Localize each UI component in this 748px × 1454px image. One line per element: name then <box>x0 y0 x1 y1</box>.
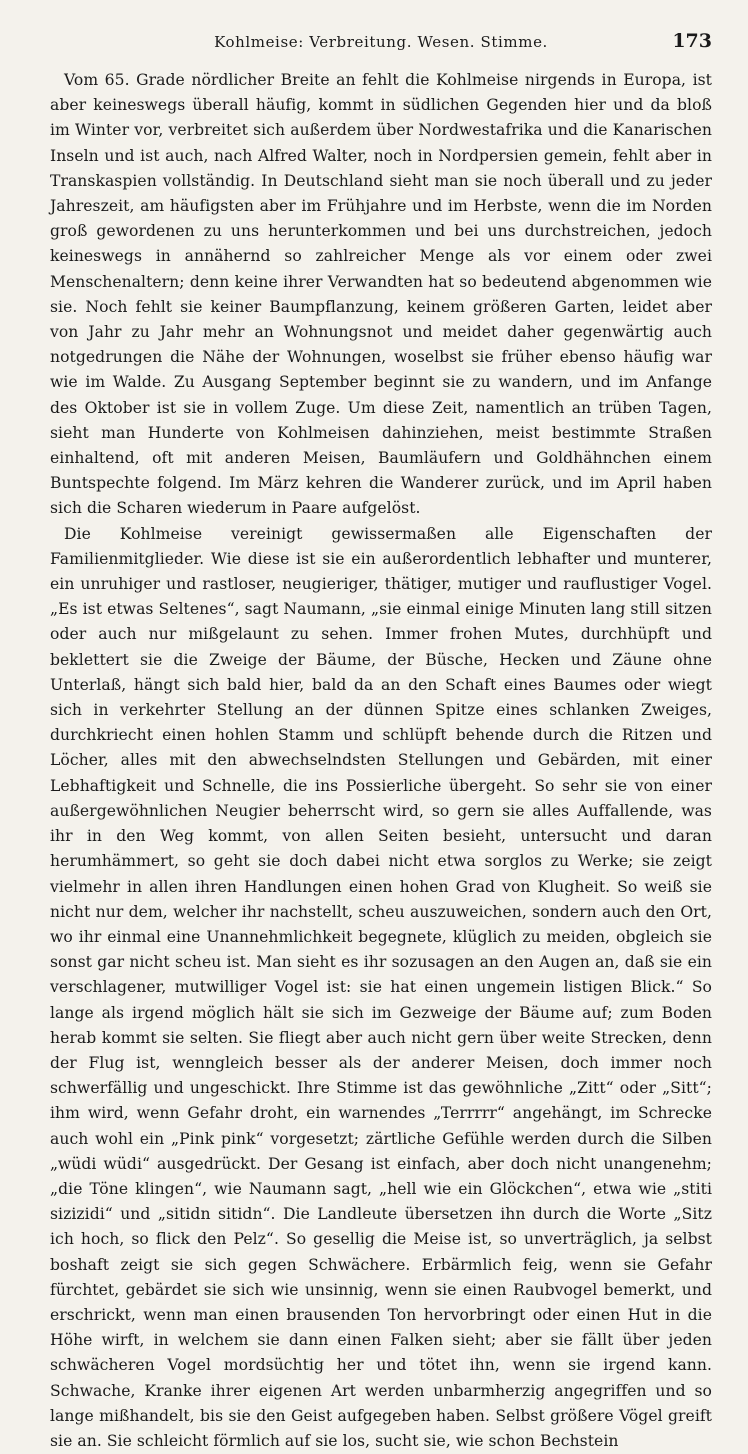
page-header <box>50 30 712 64</box>
page-body <box>50 68 712 1454</box>
paragraph-behavior: Die Kohlmeise vereinigt gewissermaßen alle Eigenschaften der Familienmitglieder. Wie diese ist sie ein außerordentlich lebhafter und munterer, ein unruhiger und rastloser, neugieriger, thätiger, mutiger und rauflustiger Vogel. „Es ist etwas Seltenes“, sagt Naumann, „sie einmal einige Minuten lang still sitzen oder auch nur mißgelaunt zu sehen. Immer frohen Mutes, durchhüpft und beklettert sie die Zweige der Bäume, der Büsche, Hecken und Zäune ohne Unterlaß, hängt sich bald hier, bald da an den Schaft eines Baumes oder wiegt sich in verkehrter Stellung an der dünnen Spitze eines schlanken Zweiges, durchkriecht einen hohlen Stamm und schlüpft behende durch die Ritzen und Löcher, alles mit den abwechselndsten Stellungen und Gebärden, mit einer Lebhaftigkeit und Schnelle, die ins Possierliche übergeht. So sehr sie von einer außergewöhnlichen Neugier beherrscht wird, so gern sie alles Auffallende, was ihr in den Weg kommt, von allen Seiten besieht, untersucht und daran herumhämmert, so geht sie doch dabei nicht etwa sorglos zu Werke; sie zeigt vielmehr in allen ihren Handlungen einen hohen Grad von Klugheit. So weiß sie nicht nur dem, welcher ihr nachstellt, scheu auszuweichen, sondern auch den Ort, wo ihr einmal eine Unannehmlichkeit begegnete, klüglich zu meiden, obgleich sie sonst gar nicht scheu ist. Man sieht es ihr sozusagen an den Augen an, daß sie ein verschlagener, mutwilliger Vogel ist: sie hat einen ungemein listigen Blick.“ So lange als irgend möglich hält sie sich im Gezweige der Bäume auf; zum Boden herab kommt sie selten. Sie fliegt aber auch nicht gern über weite Strecken, denn der Flug ist, wenngleich besser als der anderer Meisen, doch immer noch schwerfällig und ungeschickt. Ihre Stimme ist das gewöhnliche „Zitt“ oder „Sitt“; ihm wird, wenn Gefahr droht, ein warnendes „Terrrrr“ angehängt, im Schrecke auch wohl ein „Pink pink“ vorgesetzt; zärtliche Gefühle werden durch die Silben „wüdi wüdi“ ausgedrückt. Der Gesang ist einfach, aber doch nicht unangenehm; „die Töne klingen“, wie Naumann sagt, „hell wie ein Glöckchen“, etwa wie „stiti sizizidi“ und „sitidn sitidn“. Die Landleute übersetzen ihn durch die Worte „Sitz ich hoch, so flick den Pelz“. So gesellig die Meise ist, so unverträglich, ja selbst boshaft zeigt sie sich gegen Schwächere. Erbärmlich feig, wenn sie Gefahr fürchtet, gebärdet sie sich wie unsinnig, wenn sie einen Raubvogel bemerkt, und erschrickt, wenn man einen brausenden Ton hervorbringt oder einen Hut in die Höhe wirft, in welchem sie dann einen Falken sieht; aber sie fällt über jeden schwächeren Vogel mordsüchtig her und tötet ihn, wenn sie irgend kann. Schwache, Kranke ihrer eigenen Art werden unbarmherzig angegriffen und so lange mißhandelt, bis sie den Geist aufgegeben haben. Selbst größere Vögel greift sie an. Sie schleicht förmlich auf sie los, sucht sie, wie schon Bechstein <box>50 524 712 1450</box>
page-number: 173 <box>672 30 712 52</box>
paragraph-distribution: Vom 65. Grade nördlicher Breite an fehlt die Kohlmeise nirgends in Europa, ist aber keineswegs überall häufig, kommt in südlichen Gegenden hier und da bloß im Winter vor, verbreitet sich außerdem über Nordwestafrika und die Kanarischen Inseln und ist auch, nach Alfred Walter, noch in Nordpersien gemein, fehlt aber in Transkaspien vollständig. In Deutschland sieht man sie noch überall und zu jeder Jahreszeit, am häufigsten aber im Frühjahre und im Herbste, wenn die im Norden groß gewordenen zu uns herunterkommen und bei uns durchstreichen, jedoch keineswegs in annähernd so zahlreicher Menge als vor einem oder zwei Menschenaltern; denn keine ihrer Verwandten hat so bedeutend abgenommen wie sie. Noch fehlt sie keiner Baumpflanzung, keinem größeren Garten, leidet aber von Jahr zu Jahr mehr an Wohnungsnot und meidet daher gegenwärtig auch notgedrungen die Nähe der Wohnungen, woselbst sie früher ebenso häufig war wie im Walde. Zu Ausgang September beginnt sie zu wandern, und im Anfange des Oktober ist sie in vollem Zuge. Um diese Zeit, namentlich an trüben Tagen, sieht man Hunderte von Kohlmeisen dahinziehen, meist bestimmte Straßen einhaltend, oft mit anderen Meisen, Baumläufern und Goldhähnchen einem Buntspechte folgend. Im März kehren die Wanderer zurück, und im April haben sich die Scharen wiederum in Paare aufgelöst. <box>50 71 712 518</box>
running-head: Kohlmeise: Verbreitung. Wesen. Stimme. <box>214 33 548 51</box>
